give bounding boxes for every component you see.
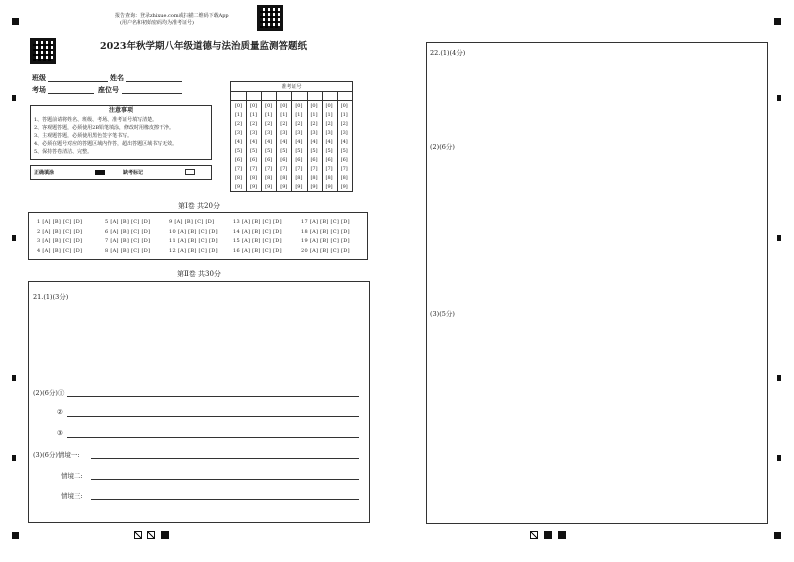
part2-heading: 第Ⅱ卷 共30分 [177, 270, 221, 278]
page-marker-filled-icon [558, 531, 566, 539]
exam-digit-bubble[interactable]: [9] [340, 184, 348, 190]
answer-line[interactable] [91, 499, 359, 500]
q21-3-label: (3)(6分)情境一: [33, 451, 80, 459]
exam-digit-bubble[interactable]: [7] [325, 166, 333, 172]
exam-digit-bubble[interactable]: [4] [234, 139, 243, 145]
exam-digit-bubble[interactable]: [7] [310, 166, 318, 172]
exam-digit-bubble[interactable]: [1] [250, 112, 258, 118]
exam-digit-bubble[interactable]: [3] [250, 130, 258, 136]
exam-digit-bubble[interactable]: [1] [265, 112, 273, 118]
notice-item: 2、客观题答题，必须使用2B铅笔填涂，修改时用橡皮擦干净。 [34, 125, 175, 131]
exam-digit-bubble[interactable]: [4] [310, 139, 318, 145]
exam-digit-bubble[interactable]: [0] [325, 103, 333, 109]
edge-mark [777, 95, 781, 101]
qr-code-icon [30, 38, 56, 64]
exam-digit-bubble[interactable]: [5] [325, 148, 333, 154]
correct-fill-label: 正确填涂 [34, 170, 55, 176]
exam-digit-bubble[interactable]: [5] [234, 148, 243, 154]
exam-digit-bubble[interactable]: [0] [280, 103, 288, 109]
exam-digit-bubble[interactable]: [8] [280, 175, 288, 181]
edge-mark [777, 455, 781, 461]
q21-2-label: (2)(6分)① [33, 389, 65, 397]
exam-digit-bubble[interactable]: [8] [295, 175, 303, 181]
mc-option-row[interactable]: 15 [A] [B] [C] [D] [233, 238, 282, 244]
notice-item: 1、答题前请将姓名、班级、考场、准考证号填写清楚。 [34, 117, 158, 123]
edge-mark [12, 235, 16, 241]
exam-digit-bubble[interactable]: [6] [234, 157, 243, 163]
notice-item: 4、必须在题号对应的答题区域内作答，超出答题区域书写无效。 [34, 141, 178, 147]
corner-mark-tl [12, 18, 19, 25]
seat-label: 座位号 [98, 86, 119, 94]
edge-mark [777, 375, 781, 381]
exam-digit-bubble[interactable]: [2] [280, 121, 288, 127]
exam-digit-bubble[interactable]: [9] [234, 184, 243, 190]
exam-digit-bubble[interactable]: [1] [280, 112, 288, 118]
class-field[interactable] [48, 81, 108, 82]
mc-option-row[interactable]: 11 [A] [B] [C] [D] [169, 238, 218, 244]
page-title: 2023年秋学期八年级道德与法治质量监测答题纸 [100, 41, 307, 52]
answer-line[interactable] [67, 416, 359, 417]
corner-mark-br [774, 532, 781, 539]
q21-3-sub3-label: 情境三: [61, 492, 83, 500]
exam-digit-bubble[interactable]: [4] [295, 139, 303, 145]
q21-2-sub3-label: ③ [57, 429, 63, 437]
header-note-2: (用户名和初始密码均为准考证号) [120, 20, 194, 26]
edge-mark [12, 375, 16, 381]
corner-mark-bl [12, 532, 19, 539]
q22-2-label: (2)(6分) [430, 143, 455, 151]
exam-digit-bubble[interactable]: [3] [340, 130, 348, 136]
notice-item: 5、保持答卷清洁、完整。 [34, 149, 93, 155]
answer-line[interactable] [67, 437, 359, 438]
exam-number-box [230, 81, 353, 192]
room-label: 考场 [32, 86, 46, 94]
qr-code-icon [257, 5, 283, 31]
exam-digit-bubble[interactable]: [8] [250, 175, 258, 181]
exam-digit-bubble[interactable]: [7] [265, 166, 273, 172]
notice-item: 3、主观题答题，必须使用黑色签字笔书写。 [34, 133, 133, 139]
answer-line[interactable] [91, 479, 359, 480]
exam-digit-bubble[interactable]: [0] [250, 103, 258, 109]
mc-option-row[interactable]: 6 [A] [B] [C] [D] [105, 228, 151, 235]
exam-digit-bubble[interactable]: [7] [295, 166, 303, 172]
exam-digit-bubble[interactable]: [9] [325, 184, 333, 190]
exam-digit-bubble[interactable]: [1] [310, 112, 318, 118]
q22-1-label: 22.(1)(4分) [430, 49, 466, 57]
correct-fill-sample-icon [95, 170, 105, 175]
name-label: 姓名 [110, 74, 124, 82]
mc-option-row[interactable]: 8 [A] [B] [C] [D] [105, 247, 151, 254]
exam-digit-bubble[interactable]: [1] [325, 112, 333, 118]
exam-digit-bubble[interactable]: [2] [250, 121, 258, 127]
exam-digit-bubble[interactable]: [4] [250, 139, 258, 145]
q22-3-label: (3)(5分) [430, 310, 455, 318]
name-field[interactable] [126, 81, 182, 82]
exam-digit-bubble[interactable]: [2] [325, 121, 333, 127]
page-marker-filled-icon [544, 531, 552, 539]
exam-digit-bubble[interactable]: [0] [295, 103, 303, 109]
exam-digit-bubble[interactable]: [3] [310, 130, 318, 136]
exam-digit-bubble[interactable]: [5] [280, 148, 288, 154]
exam-digit-bubble[interactable]: [6] [250, 157, 258, 163]
exam-digit-bubble[interactable]: [8] [325, 175, 333, 181]
exam-digit-bubble[interactable]: [2] [310, 121, 318, 127]
q22-answer-box [426, 42, 768, 524]
part1-answer-box [28, 212, 368, 260]
mc-option-row[interactable]: 12 [A] [B] [C] [D] [169, 247, 218, 254]
absent-mark-checkbox[interactable] [185, 169, 195, 175]
exam-digit-bubble[interactable]: [7] [250, 166, 258, 172]
exam-digit-bubble[interactable]: [7] [340, 166, 348, 172]
exam-digit-bubble[interactable]: [4] [280, 139, 288, 145]
exam-digit-bubble[interactable]: [2] [234, 121, 243, 127]
exam-digit-bubble[interactable]: [7] [280, 166, 288, 172]
exam-digit-bubble[interactable]: [8] [234, 175, 243, 181]
edge-mark [12, 95, 16, 101]
exam-digit-bubble[interactable]: [1] [234, 112, 243, 118]
exam-digit-bubble[interactable]: [3] [234, 130, 243, 136]
exam-digit-bubble[interactable]: [1] [340, 112, 348, 118]
mc-option-row[interactable]: 4 [A] [B] [C] [D] [37, 247, 83, 254]
exam-digit-bubble[interactable]: [9] [310, 184, 318, 190]
notice-title: 注意事项 [108, 107, 133, 114]
exam-digit-bubble[interactable]: [0] [234, 103, 243, 109]
corner-mark-tr [774, 18, 781, 25]
exam-number-label: 准考证号 [281, 84, 302, 90]
answer-line[interactable] [91, 458, 359, 459]
edge-mark [777, 235, 781, 241]
notice-box [30, 105, 212, 160]
exam-digit-bubble[interactable]: [5] [340, 148, 348, 154]
class-label: 班级 [32, 74, 46, 82]
exam-digit-bubble[interactable]: [4] [340, 139, 348, 145]
exam-digit-bubble[interactable]: [6] [310, 157, 318, 163]
mc-option-row[interactable]: 13 [A] [B] [C] [D] [233, 219, 282, 225]
exam-digit-bubble[interactable]: [3] [280, 130, 288, 136]
mc-option-row[interactable]: 3 [A] [B] [C] [D] [37, 238, 83, 244]
header-note-1: 报告查询：登录zhixue.com或扫描二维码下载App [115, 13, 229, 19]
mc-option-row[interactable]: 1 [A] [B] [C] [D] [37, 219, 83, 225]
exam-digit-bubble[interactable]: [8] [265, 175, 273, 181]
mc-option-row[interactable]: 17 [A] [B] [C] [D] [301, 219, 350, 225]
seat-field[interactable] [122, 93, 182, 94]
exam-digit-bubble[interactable]: [8] [340, 175, 348, 181]
exam-digit-bubble[interactable]: [9] [250, 184, 258, 190]
exam-digit-bubble[interactable]: [2] [295, 121, 303, 127]
mc-option-row[interactable]: 16 [A] [B] [C] [D] [233, 247, 282, 254]
exam-digit-bubble[interactable]: [7] [234, 166, 243, 172]
mc-option-row[interactable]: 18 [A] [B] [C] [D] [301, 228, 350, 235]
exam-digit-bubble[interactable]: [1] [295, 112, 303, 118]
q21-answer-box [28, 281, 370, 523]
exam-digit-bubble[interactable]: [6] [295, 157, 303, 163]
part1-heading: 第Ⅰ卷 共20分 [178, 202, 220, 210]
exam-digit-bubble[interactable]: [5] [310, 148, 318, 154]
page-marker-slash-icon [134, 531, 142, 539]
exam-digit-bubble[interactable]: [9] [280, 184, 288, 190]
edge-mark [12, 455, 16, 461]
exam-digit-bubble[interactable]: [0] [310, 103, 318, 109]
page-marker-slash-icon [147, 531, 155, 539]
exam-digit-bubble[interactable]: [9] [295, 184, 303, 190]
q21-1-label: 21.(1)(3分) [33, 293, 69, 301]
mc-option-row[interactable]: 14 [A] [B] [C] [D] [233, 228, 282, 235]
mc-option-row[interactable]: 9 [A] [B] [C] [D] [169, 219, 215, 225]
exam-digit-bubble[interactable]: [3] [325, 130, 333, 136]
page-marker-slash-icon [530, 531, 538, 539]
exam-digit-bubble[interactable]: [2] [265, 121, 273, 127]
room-field[interactable] [48, 93, 94, 94]
fill-example-box [30, 165, 212, 180]
exam-digit-bubble[interactable]: [3] [295, 130, 303, 136]
exam-digit-bubble[interactable]: [8] [310, 175, 318, 181]
exam-digit-bubble[interactable]: [3] [265, 130, 273, 136]
exam-digit-bubble[interactable]: [6] [340, 157, 348, 163]
exam-digit-bubble[interactable]: [6] [325, 157, 333, 163]
answer-line[interactable] [67, 396, 359, 397]
mc-option-row[interactable]: 5 [A] [B] [C] [D] [105, 219, 151, 225]
exam-digit-bubble[interactable]: [2] [340, 121, 348, 127]
exam-digit-bubble[interactable]: [6] [265, 157, 273, 163]
page-marker-filled-icon [161, 531, 169, 539]
mc-option-row[interactable]: 20 [A] [B] [C] [D] [301, 247, 350, 254]
exam-digit-bubble[interactable]: [6] [280, 157, 288, 163]
mc-option-row[interactable]: 19 [A] [B] [C] [D] [301, 238, 350, 244]
mc-option-row[interactable]: 10 [A] [B] [C] [D] [169, 228, 218, 235]
exam-digit-bubble[interactable]: [0] [265, 103, 273, 109]
exam-digit-bubble[interactable]: [5] [250, 148, 258, 154]
absent-mark-label: 缺考标记 [123, 170, 144, 176]
exam-digit-bubble[interactable]: [5] [265, 148, 273, 154]
exam-digit-bubble[interactable]: [0] [340, 103, 348, 109]
mc-option-row[interactable]: 7 [A] [B] [C] [D] [105, 238, 151, 244]
exam-digit-bubble[interactable]: [5] [295, 148, 303, 154]
exam-digit-bubble[interactable]: [4] [265, 139, 273, 145]
exam-digit-bubble[interactable]: [9] [265, 184, 273, 190]
q21-3-sub2-label: 情境二: [61, 472, 83, 480]
q21-2-sub2-label: ② [57, 408, 63, 416]
exam-digit-bubble[interactable]: [4] [325, 139, 333, 145]
mc-option-row[interactable]: 2 [A] [B] [C] [D] [37, 228, 83, 235]
